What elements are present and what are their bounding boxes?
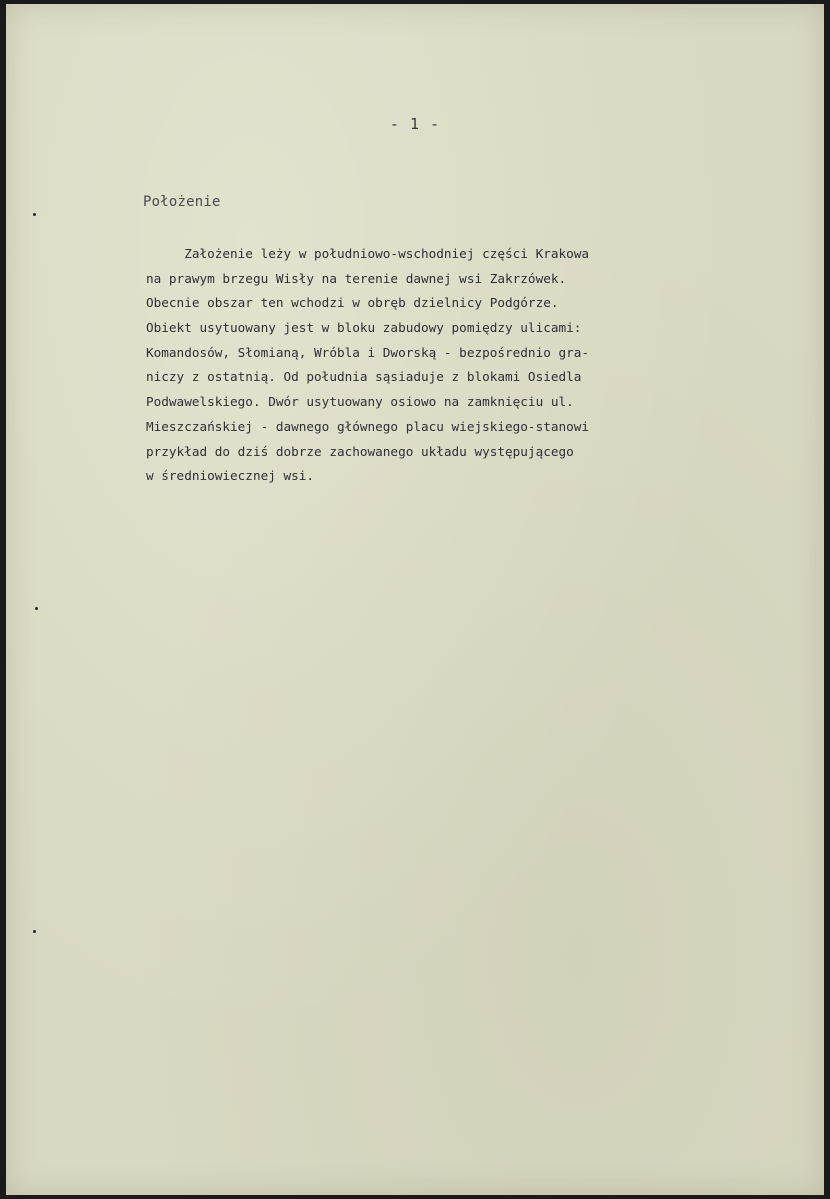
paragraph-line: Komandosów, Słomianą, Wróbla i Dworską - bezpośrednio gra- — [146, 344, 590, 360]
document-page — [6, 4, 824, 1195]
paragraph-line: Mieszczańskiej - dawnego głównego placu wiejskiego-stanowi — [146, 418, 590, 434]
paragraph-line: na prawym brzegu Wisły na terenie dawnej wsi Zakrzówek. — [146, 270, 567, 286]
margin-mark — [33, 213, 36, 216]
body-paragraph — [146, 242, 766, 489]
margin-mark — [35, 607, 38, 610]
paragraph-line: Obiekt usytuowany jest w bloku zabudowy pomiędzy ulicami: — [146, 320, 582, 336]
paragraph-line: przykład do dziś dobrze zachowanego układu występującego — [146, 443, 574, 459]
paragraph-line: w średniowiecznej wsi. — [146, 468, 315, 484]
paragraph-line: Obecnie obszar ten wchodzi w obręb dzielnicy Podgórze. — [146, 295, 559, 311]
paragraph-line: niczy z ostatnią. Od południa sąsiaduje z blokami Osiedla — [146, 369, 582, 385]
paragraph-line: Założenie leży w południowo-wschodniej części Krakowa — [146, 246, 590, 261]
paragraph-line: Podwawelskiego. Dwór usytuowany osiowo na zamknięciu ul. — [146, 394, 574, 410]
margin-mark — [33, 930, 36, 933]
section-heading: Położenie — [143, 194, 221, 210]
page-number: - 1 - — [389, 115, 441, 133]
